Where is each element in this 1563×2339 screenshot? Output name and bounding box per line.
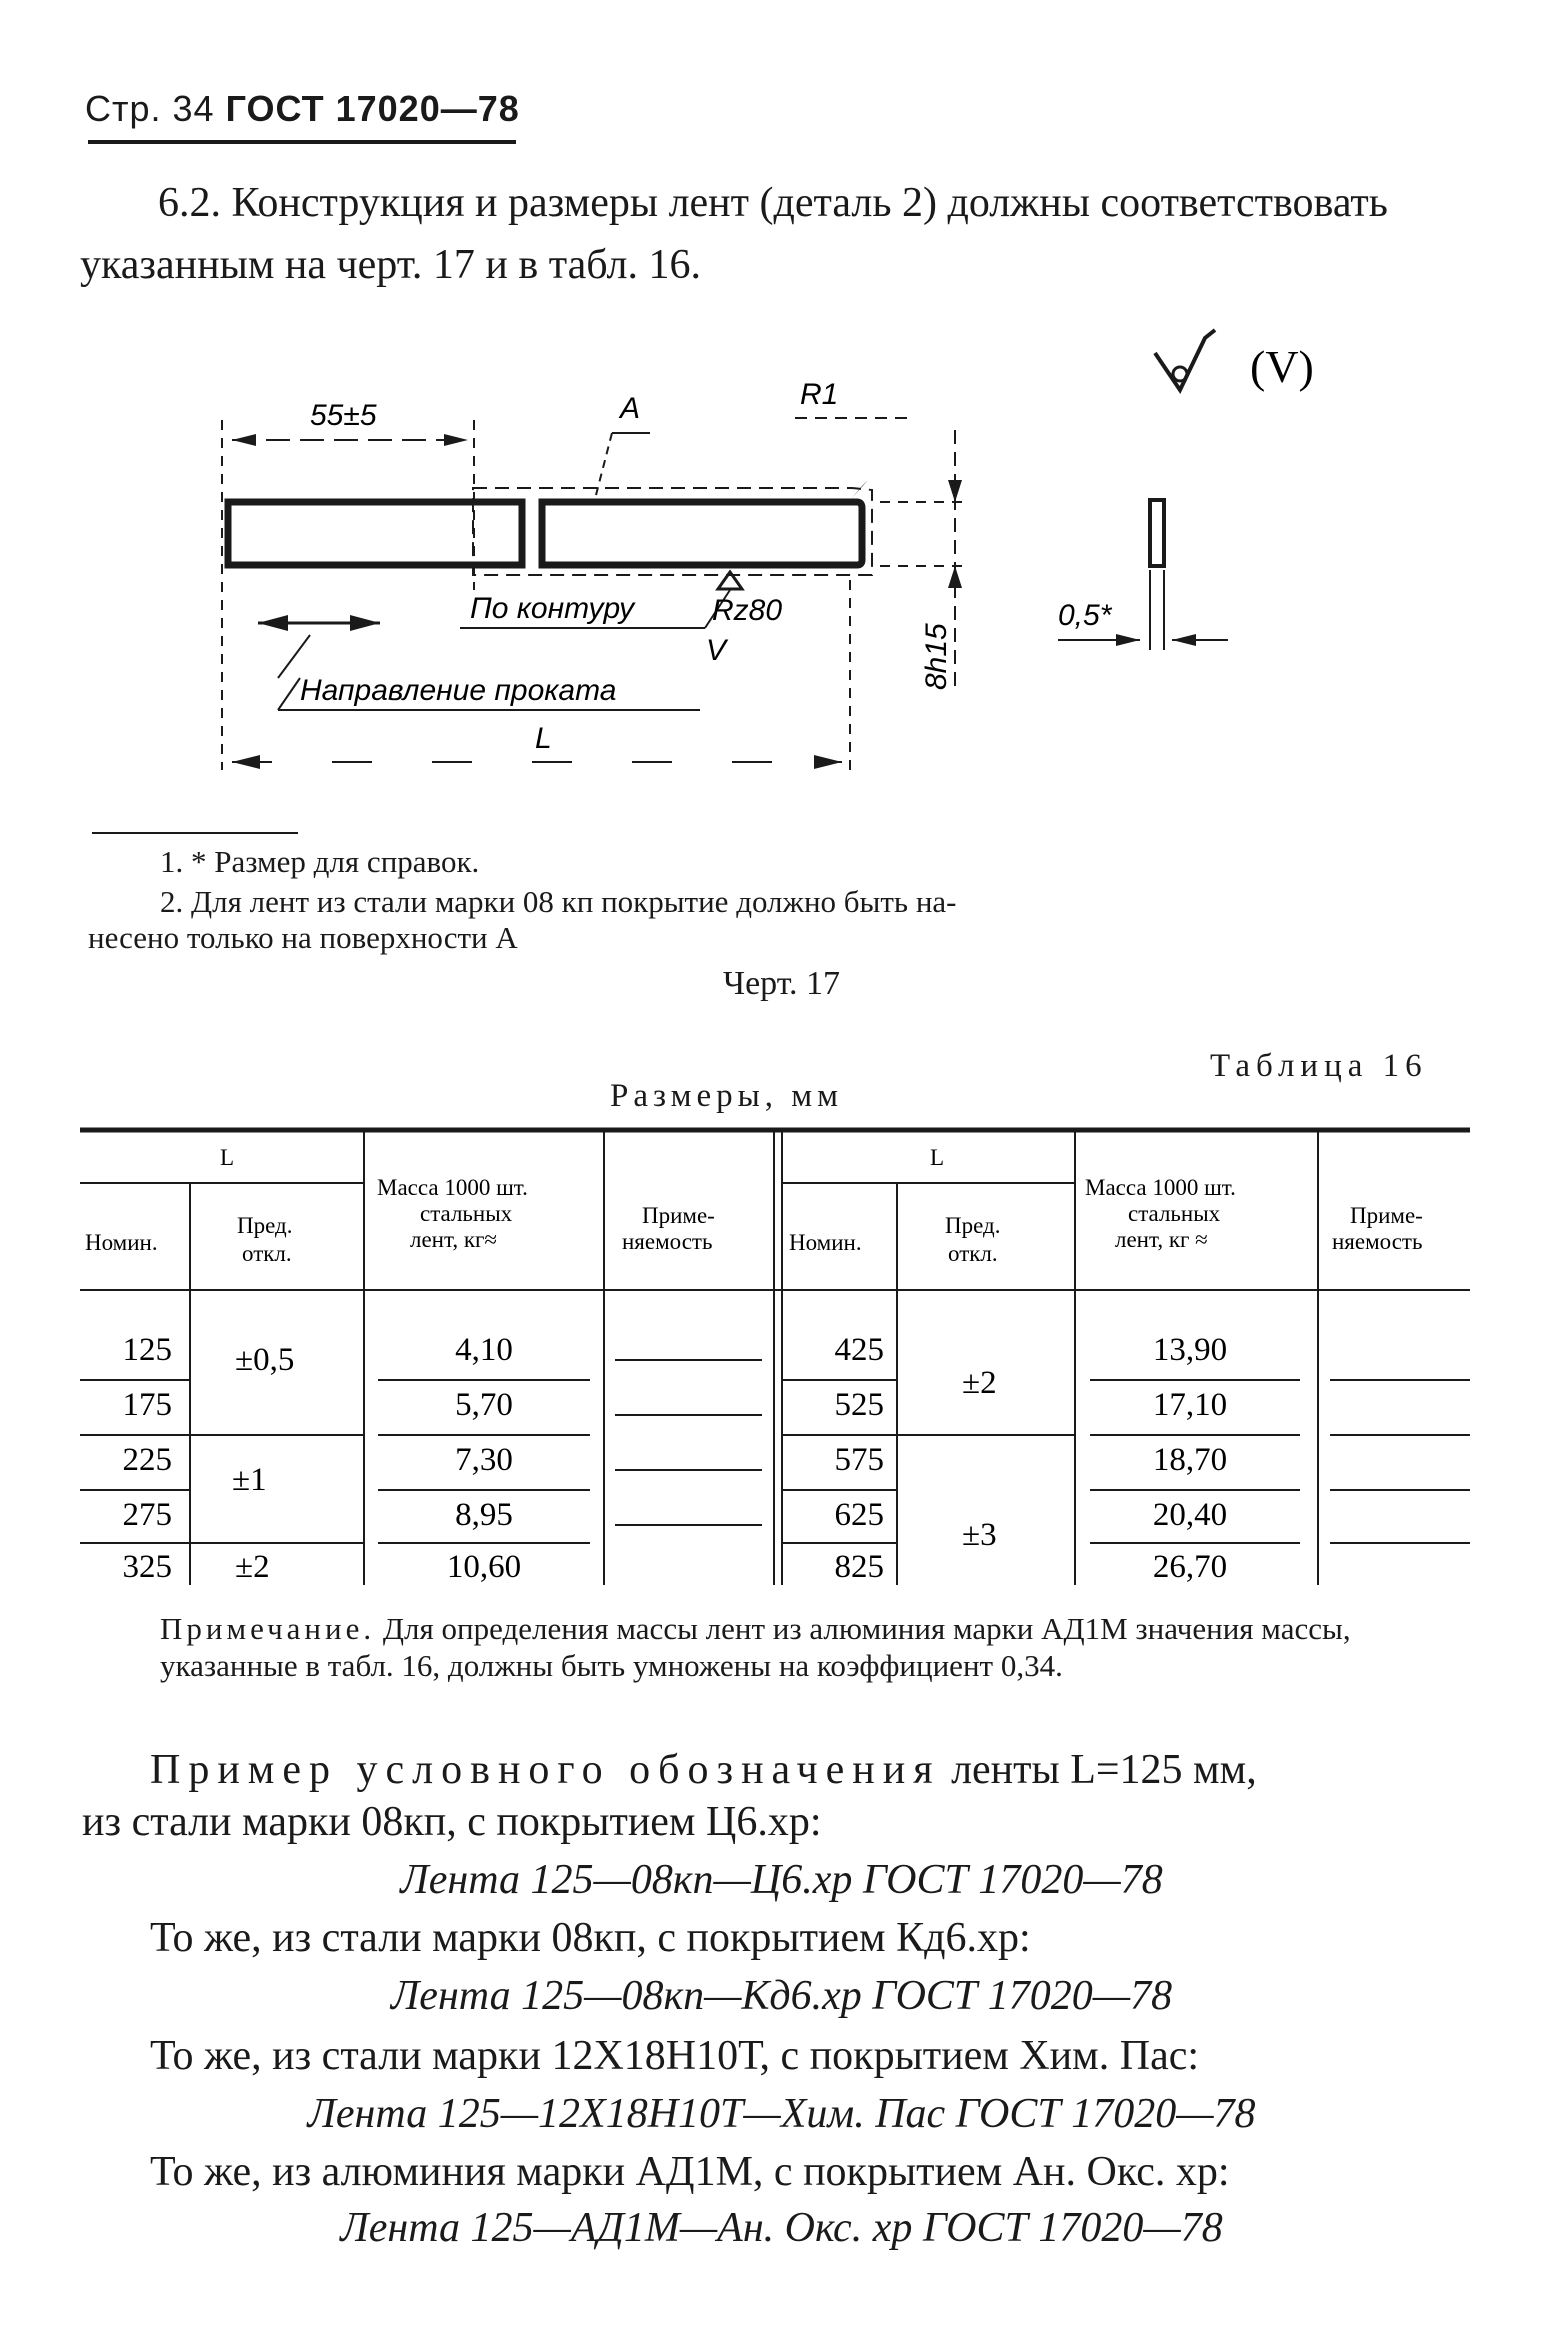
header-mass2-left: стальных xyxy=(420,1201,513,1226)
example-text-4: То же, из алюминия марки АД1М, с покрытием Ан. Окс. хр: xyxy=(150,2149,1230,2195)
cell-right-mass: 26,70 xyxy=(1152,1549,1228,1585)
cell-right-mass: 20,40 xyxy=(1152,1497,1228,1533)
strip-right-part xyxy=(542,502,862,565)
cell-right-dev: ±3 xyxy=(962,1517,997,1553)
example-lead-rest: ленты L=125 мм, xyxy=(940,1747,1257,1793)
example-text-2: То же, из стали марки 08кп, с покрытием Кд6.хр: xyxy=(150,1915,1031,1961)
intro-paragraph: 6.2. Конструкция и размеры лент (деталь 2) должны соответствовать указанным на черт. 17 и в табл. 16. xyxy=(80,180,1388,288)
header-mass3-right: лент, кг ≈ xyxy=(1115,1227,1208,1252)
rz-label: Rz80 xyxy=(712,594,783,627)
header-nominal-left: Номин. xyxy=(85,1230,158,1255)
cell-left-nominal: 225 xyxy=(122,1442,172,1478)
example-text-3: То же, из стали марки 12Х18Н10Т, с покрытием Хим. Пас: xyxy=(150,2033,1200,2079)
cell-left-nominal: 125 xyxy=(122,1332,172,1368)
header-appl2-right: няемость xyxy=(1332,1229,1423,1254)
example-lead-label: Пример условного обозначения xyxy=(150,1747,941,1793)
header-dev2-right: откл. xyxy=(948,1241,998,1266)
v-mark: V xyxy=(706,634,727,667)
dim-label-8h15: 8h15 xyxy=(920,623,953,690)
table-note-text: Для определения массы лент из алюминия марки АД1М значения массы, указанные в табл. 16, должны быть умножены на коэффициент 0,34. xyxy=(160,1611,1351,1683)
designation-4: Лента 125—АД1М—Ан. Окс. хр ГОСТ 17020—78 xyxy=(340,2205,1223,2251)
cell-right-nominal: 575 xyxy=(834,1442,884,1478)
cell-left-mass: 4,10 xyxy=(455,1332,513,1368)
cell-left-nominal: 325 xyxy=(122,1549,172,1585)
figure-caption: Черт. 17 xyxy=(722,965,841,1002)
dim-label-05: 0,5* xyxy=(1058,599,1112,632)
table-label: Таблица 16 xyxy=(1210,1048,1428,1084)
roughness-sign-icon xyxy=(1155,330,1215,390)
header-dev1-left: Пред. xyxy=(237,1213,293,1238)
header-appl1-right: Приме- xyxy=(1350,1203,1423,1228)
cell-left-mass: 8,95 xyxy=(455,1497,513,1533)
note-1: 1. * Размер для справок. xyxy=(160,844,480,879)
page-number: Стр. 34 xyxy=(85,88,215,129)
notes-rule xyxy=(92,832,298,834)
cell-left-nominal: 175 xyxy=(122,1387,172,1423)
header-l-right: L xyxy=(930,1145,945,1170)
dim-label-55: 55±5 xyxy=(310,399,377,432)
designation-3: Лента 125—12Х18Н10Т—Хим. Пас ГОСТ 17020—78 xyxy=(307,2091,1256,2137)
note-2-cont: несено только на поверхности A xyxy=(88,920,518,955)
header-appl1-left: Приме- xyxy=(642,1203,715,1228)
roughness-open-label: (V) xyxy=(1250,341,1314,392)
cell-left-mass: 5,70 xyxy=(455,1387,513,1423)
header-dev2-left: откл. xyxy=(242,1241,292,1266)
header-appl2-left: няемость xyxy=(622,1229,713,1254)
cell-right-nominal: 525 xyxy=(834,1387,884,1423)
cell-left-mass: 7,30 xyxy=(455,1442,513,1478)
table-note-label: Примечание. xyxy=(160,1611,376,1646)
header-mass1-left: Масса 1000 шт. xyxy=(377,1175,528,1200)
example-line-2: из стали марки 08кп, с покрытием Ц6.хр: xyxy=(82,1799,822,1845)
contour-label: По контуру xyxy=(470,592,635,625)
table-title: Размеры, мм xyxy=(610,1078,844,1114)
header-dev1-right: Пред. xyxy=(945,1213,1001,1238)
cell-left-dev: ±0,5 xyxy=(235,1342,295,1378)
designation-1: Лента 125—08кп—Ц6.хр ГОСТ 17020—78 xyxy=(400,1857,1163,1903)
cell-left-nominal: 275 xyxy=(122,1497,172,1533)
strip-drawing xyxy=(0,0,1563,820)
cell-right-mass: 17,10 xyxy=(1152,1387,1228,1423)
cell-left-mass: 10,60 xyxy=(446,1549,522,1585)
header-mass1-right: Масса 1000 шт. xyxy=(1085,1175,1236,1200)
cell-right-nominal: 625 xyxy=(834,1497,884,1533)
label-a: A xyxy=(620,392,641,425)
table-16 xyxy=(0,1115,1563,1605)
thickness-section xyxy=(1150,500,1164,566)
note-2: 2. Для лент из стали марки 08 кп покрытие должно быть на- xyxy=(160,884,957,919)
example-lead xyxy=(150,1742,1257,1798)
cell-right-dev: ±2 xyxy=(962,1365,997,1401)
header-mass2-right: стальных xyxy=(1128,1201,1221,1226)
table-note xyxy=(160,1610,1480,1684)
designation-2: Лента 125—08кп—Кд6.хр ГОСТ 17020—78 xyxy=(390,1973,1173,2019)
cell-left-dev: ±1 xyxy=(232,1462,267,1498)
standard-number: ГОСТ 17020—78 xyxy=(225,88,520,129)
label-l: L xyxy=(535,722,552,755)
header-l-left: L xyxy=(220,1145,235,1170)
cell-right-mass: 18,70 xyxy=(1152,1442,1228,1478)
cell-right-nominal: 425 xyxy=(834,1332,884,1368)
header-nominal-right: Номин. xyxy=(789,1230,862,1255)
rolling-direction-label: Направление проката xyxy=(300,674,617,707)
header-mass3-left: лент, кг≈ xyxy=(410,1227,498,1252)
strip-left-part xyxy=(228,502,522,565)
cell-right-nominal: 825 xyxy=(834,1549,884,1585)
cell-right-mass: 13,90 xyxy=(1152,1332,1228,1368)
cell-left-dev: ±2 xyxy=(235,1549,270,1585)
label-r1: R1 xyxy=(800,378,839,411)
